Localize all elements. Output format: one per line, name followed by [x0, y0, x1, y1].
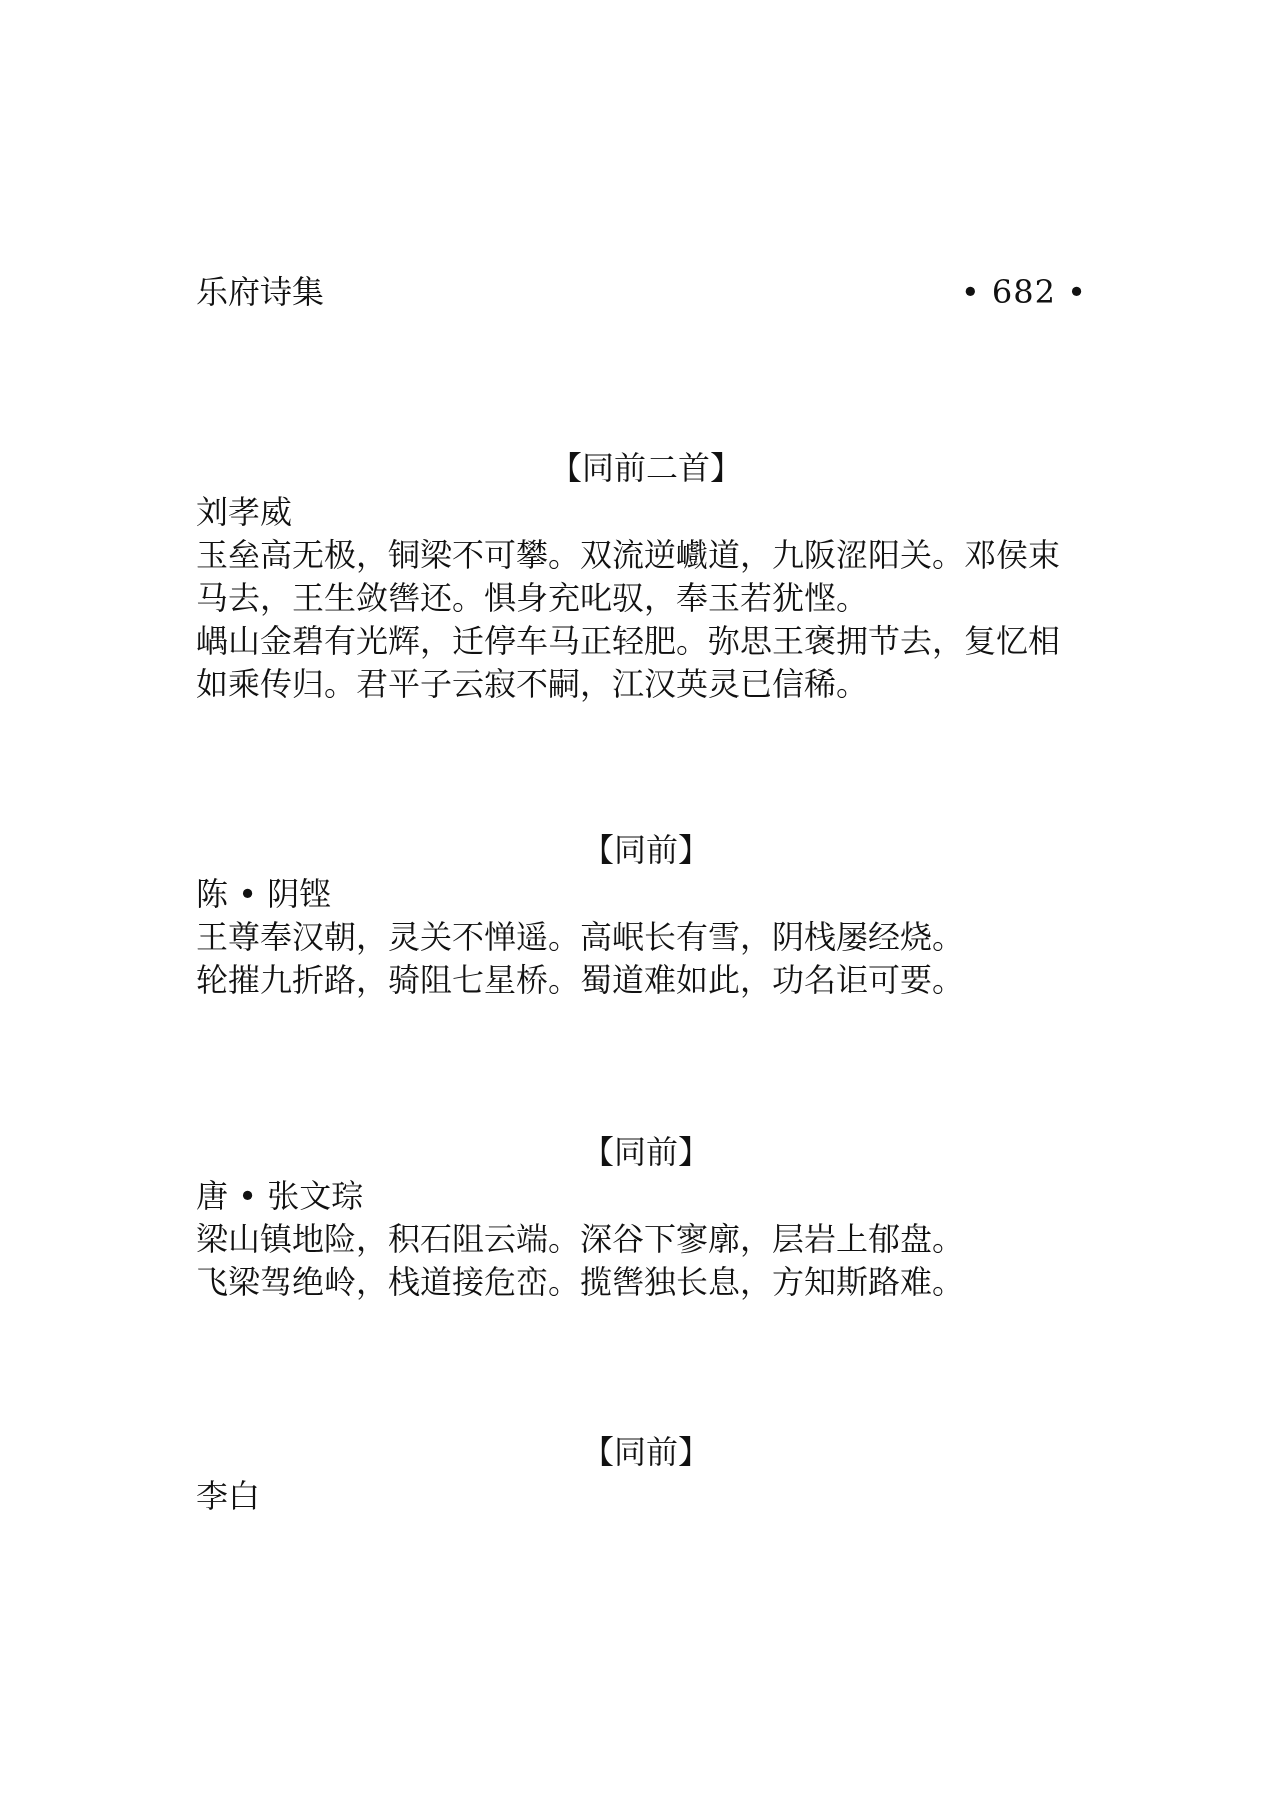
- poem-title: 【同前】: [581, 1133, 710, 1171]
- poem-author: 陈 • 阴铿: [196, 875, 332, 913]
- book-title: 乐府诗集: [196, 273, 325, 311]
- poem-line: 如乘传归。君平子云寂不嗣，江汉英灵已信稀。: [196, 665, 869, 703]
- poem-author: 李白: [196, 1477, 261, 1515]
- poem-title: 【同前二首】: [549, 449, 742, 487]
- poem-author: 刘孝威: [196, 493, 293, 531]
- poem-section: [196, 446, 1096, 706]
- page-header: [196, 268, 1087, 316]
- poem-section: [196, 1130, 1096, 1304]
- poem-line: 轮摧九折路，骑阻七星桥。蜀道难如此，功名讵可要。: [196, 961, 965, 999]
- poem-line: 飞梁驾绝岭，栈道接危峦。揽辔独长息，方知斯路难。: [196, 1263, 965, 1301]
- page-number: • 682 •: [960, 273, 1087, 311]
- poem-line: 马去，王生敛辔还。惧身充叱驭，奉玉若犹悭。: [196, 579, 869, 617]
- poem-line: 王尊奉汉朝，灵关不惮遥。高岷长有雪，阴栈屡经烧。: [196, 918, 965, 956]
- poem-section: [196, 828, 1096, 1002]
- poem-line: 梁山镇地险，积石阻云端。深谷下寥廓，层岩上郁盘。: [196, 1220, 965, 1258]
- poem-author: 唐 • 张文琮: [196, 1177, 364, 1215]
- poem-line: 玉垒高无极，铜梁不可攀。双流逆巇道，九阪涩阳关。邓侯束: [196, 536, 1061, 574]
- poem-line: 嵎山金碧有光辉，迁停车马正轻肥。弥思王褒拥节去，复忆相: [196, 622, 1061, 660]
- poem-title: 【同前】: [581, 1433, 710, 1471]
- poem-section: [196, 1430, 1096, 1518]
- poem-title: 【同前】: [581, 831, 710, 869]
